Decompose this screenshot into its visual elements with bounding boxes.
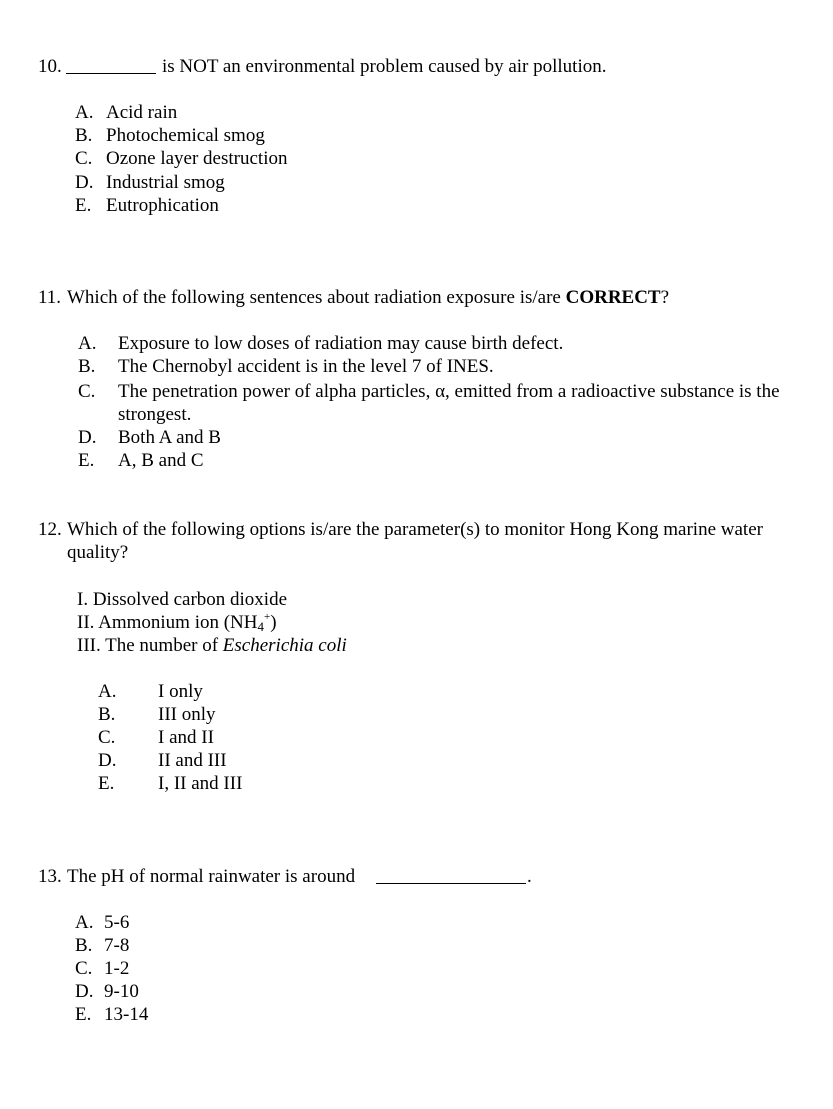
option-text: I and II [158, 727, 214, 748]
option-letter: A. [98, 681, 117, 702]
option-letter: B. [78, 356, 96, 377]
superscript: + [264, 611, 271, 623]
option-letter: C. [75, 148, 93, 169]
option-text: The Chernobyl accident is in the level 7 of INES. [118, 356, 494, 377]
option-letter: B. [75, 935, 93, 956]
question-text-part: Which of the following sentences about radiation exposure is/are [67, 287, 561, 308]
option-letter: E. [75, 1004, 92, 1025]
option-text: 13-14 [104, 1004, 149, 1025]
question-text-continued: quality? [67, 542, 129, 563]
option-text: Exposure to low doses of radiation may cause birth defect. [118, 333, 564, 354]
option-text: Ozone layer destruction [106, 148, 288, 169]
emphasis-text: CORRECT [565, 287, 661, 308]
option-text: Both A and B [118, 427, 221, 448]
question-text-part: ? [660, 287, 670, 308]
option-text: The penetration power of alpha particles, α, emitted from a radioactive substance is the strongest. [118, 381, 780, 425]
option-text: II and III [158, 750, 227, 771]
question-text: The pH of normal rainwater is around [67, 866, 356, 887]
option-letter: D. [78, 427, 97, 448]
statement-3 [77, 634, 347, 657]
subscript: 4 [257, 619, 264, 634]
question-number: 10. [38, 56, 62, 77]
option-text: Industrial smog [106, 172, 225, 193]
sentence-end: . [527, 866, 532, 887]
question-text: is NOT an environmental problem caused by air pollution. [162, 56, 607, 77]
option-text: 1-2 [104, 958, 130, 979]
option-text: Eutrophication [106, 195, 219, 216]
option-letter: D. [98, 750, 117, 771]
option-letter: A. [75, 912, 94, 933]
statement-1: I. Dissolved carbon dioxide [77, 589, 288, 610]
statement-text: II. Ammonium ion (NH [77, 612, 258, 633]
option-letter: B. [98, 704, 116, 725]
option-text: 9-10 [104, 981, 139, 1002]
option-letter: E. [75, 195, 92, 216]
option-letter: C. [75, 958, 93, 979]
option-text: 5-6 [104, 912, 130, 933]
option-letter: D. [75, 981, 94, 1002]
option-letter: A. [78, 333, 97, 354]
option-letter: A. [75, 102, 94, 123]
option-letter: C. [98, 727, 116, 748]
option-letter: D. [75, 172, 94, 193]
question-number: 13. [38, 866, 62, 887]
statement-text: III. The number of [77, 635, 219, 656]
answer-blank [376, 866, 526, 884]
option-text: Acid rain [106, 102, 178, 123]
option-text: III only [158, 704, 216, 725]
option-text: Photochemical smog [106, 125, 265, 146]
answer-blank [66, 56, 156, 74]
option-letter: E. [78, 450, 95, 471]
statement-2 [77, 611, 277, 634]
question-text [67, 286, 669, 309]
question-number: 11. [38, 287, 62, 308]
question-text: Which of the following options is/are the parameter(s) to monitor Hong Kong marine water [67, 519, 763, 540]
option-text: I, II and III [158, 773, 243, 794]
option-letter: B. [75, 125, 93, 146]
option-text: 7-8 [104, 935, 130, 956]
option-letter: E. [98, 773, 115, 794]
statement-text: ) [270, 612, 277, 633]
option-text: A, B and C [118, 450, 204, 471]
option-letter: C. [78, 381, 96, 402]
option-text: I only [158, 681, 203, 702]
question-number: 12. [38, 519, 62, 540]
species-name: Escherichia coli [222, 635, 347, 656]
